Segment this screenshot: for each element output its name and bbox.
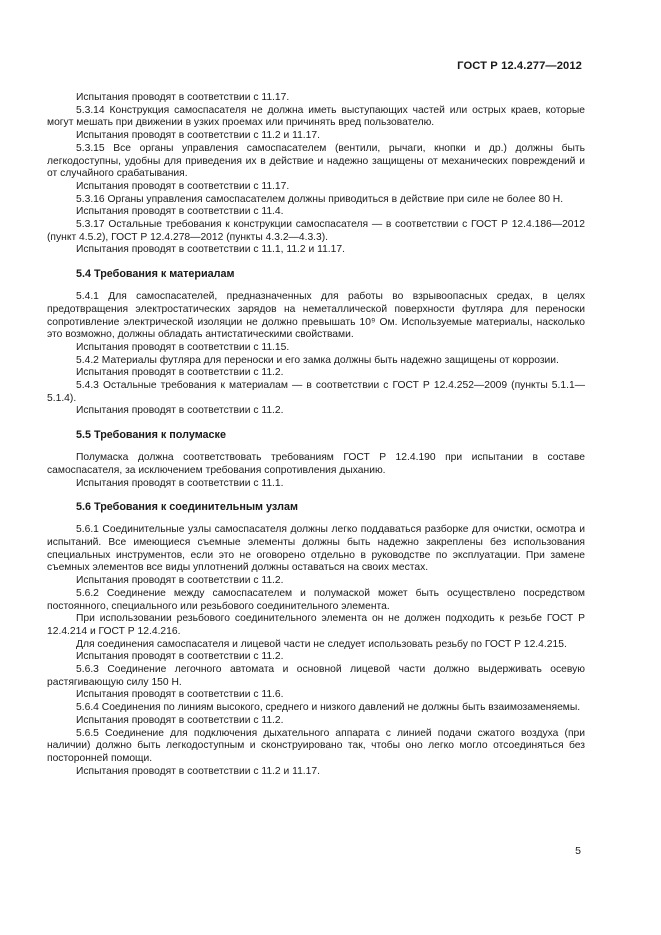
section-heading: 5.5 Требования к полумаске [76, 429, 226, 442]
paragraph: Испытания проводят в соответствии с 11.2. [76, 367, 284, 379]
paragraph: 5.6.1 Соединительные узлы самоспасателя должны легко поддаваться разборке для очистки, осмотра и испытаний. Все имеющиеся съемные элементы должны быть надежно закреплены без использования специальных инструментов, если это не оговорено отдельно в руководстве по эксплуатации. При замене съемных элементов все виды уплотнений должны оставаться на своих местах. [47, 524, 585, 574]
paragraph: Для соединения самоспасателя и лицевой части не следует использовать резьбу по ГОСТ Р 12.4.215. [76, 638, 567, 650]
paragraph: Испытания проводят в соответствии с 11.2. [76, 575, 284, 587]
paragraph: Испытания проводят в соответствии с 11.17. [76, 92, 290, 103]
paragraph: Испытания проводят в соответствии с 11.6. [76, 689, 284, 701]
paragraph: Испытания проводят в соответствии с 11.17. [76, 180, 290, 192]
paragraph: Полумаска должна соответствовать требованиям ГОСТ Р 12.4.190 при испытании в составе самоспасателя, за исключением требования сопротивления дыханию. [47, 452, 585, 476]
paragraph: Испытания проводят в соответствии с 11.2. [76, 405, 284, 417]
paragraph: 5.4.1 Для самоспасателей, предназначенных для работы во взрывоопасных средах, в целях предотвращения электростатических зарядов на неметаллической поверхности футляра для переноски сопротивление электрической изоляции не должно превышать 10⁹ Ом. Используемые материалы, насколько это возможно, должны обладать антистатическими свойствами. [47, 291, 585, 341]
paragraph: 5.6.3 Соединение легочного автомата и основной лицевой части должно выдерживать осевую растягивающую силу 150 Н. [47, 664, 585, 688]
paragraph: 5.6.5 Соединение для подключения дыхательного аппарата с линией подачи сжатого воздуха (при наличии) должно быть легкодоступным и сконструировано так, чтобы оно легко могло отсоединяться без посторонней помощи. [47, 727, 585, 764]
paragraph: При использовании резьбового соединительного элемента он не должен подходить к резьбе ГОСТ Р 12.4.214 и ГОСТ Р 12.4.216. [47, 613, 585, 637]
paragraph: Испытания проводят в соответствии с 11.4. [76, 206, 284, 218]
paragraph: 5.3.16 Органы управления самоспасателем должны приводиться в действие при силе не более 80 Н. [76, 193, 564, 205]
paragraph: Испытания проводят в соответствии с 11.2 и 11.17. [76, 130, 320, 142]
page-number: 5 [575, 845, 581, 857]
paragraph: 5.4.2 Материалы футляра для переноски и его замка должны быть надежно защищены от коррозии. [76, 354, 559, 366]
paragraph: Испытания проводят в соответствии с 11.1, 11.2 и 11.17. [76, 244, 345, 256]
paragraph: 5.3.17 Остальные требования к конструкции самоспасателя — в соответствии с ГОСТ Р 12.4.186—2012 (пункт 4.5.2), ГОСТ Р 12.4.278—2012 (пункты 4.3.2—4.3.3). [47, 219, 585, 243]
paragraph: Испытания проводят в соответствии с 11.2. [76, 651, 284, 663]
paragraph: 5.3.15 Все органы управления самоспасателем (вентили, рычаги, кнопки и др.) должны быть легкодоступны, удобны для приведения их в действие и надежно защищены от механических повреждений и от случайного срабатывания. [47, 142, 585, 180]
standard-designation: ГОСТ Р 12.4.277—2012 [457, 60, 582, 72]
paragraph: Испытания проводят в соответствии с 11.15. [76, 341, 290, 353]
paragraph: Испытания проводят в соответствии с 11.1. [76, 477, 284, 489]
section-heading: 5.6 Требования к соединительным узлам [76, 501, 298, 514]
paragraph: 5.3.14 Конструкция самоспасателя не должна иметь выступающих частей или острых краев, которые могут мешать при движении в узких проемах или причинять вред пользователю. [47, 104, 585, 129]
paragraph: 5.4.3 Остальные требования к материалам — в соответствии с ГОСТ Р 12.4.252—2009 (пункты 5.1.1—5.1.4). [47, 380, 585, 404]
paragraph: 5.6.4 Соединения по линиям высокого, среднего и низкого давлений не должны быть взаимозаменяемы. [76, 702, 581, 714]
section-heading: 5.4 Требования к материалам [76, 268, 235, 281]
paragraph: Испытания проводят в соответствии с 11.2 и 11.17. [76, 765, 320, 777]
paragraph: Испытания проводят в соответствии с 11.2. [76, 714, 284, 726]
document-body [47, 92, 585, 778]
paragraph: 5.6.2 Соединение между самоспасателем и полумаской может быть осуществлено посредством постоянного, специального или резьбового соединительного элемента. [47, 587, 585, 612]
